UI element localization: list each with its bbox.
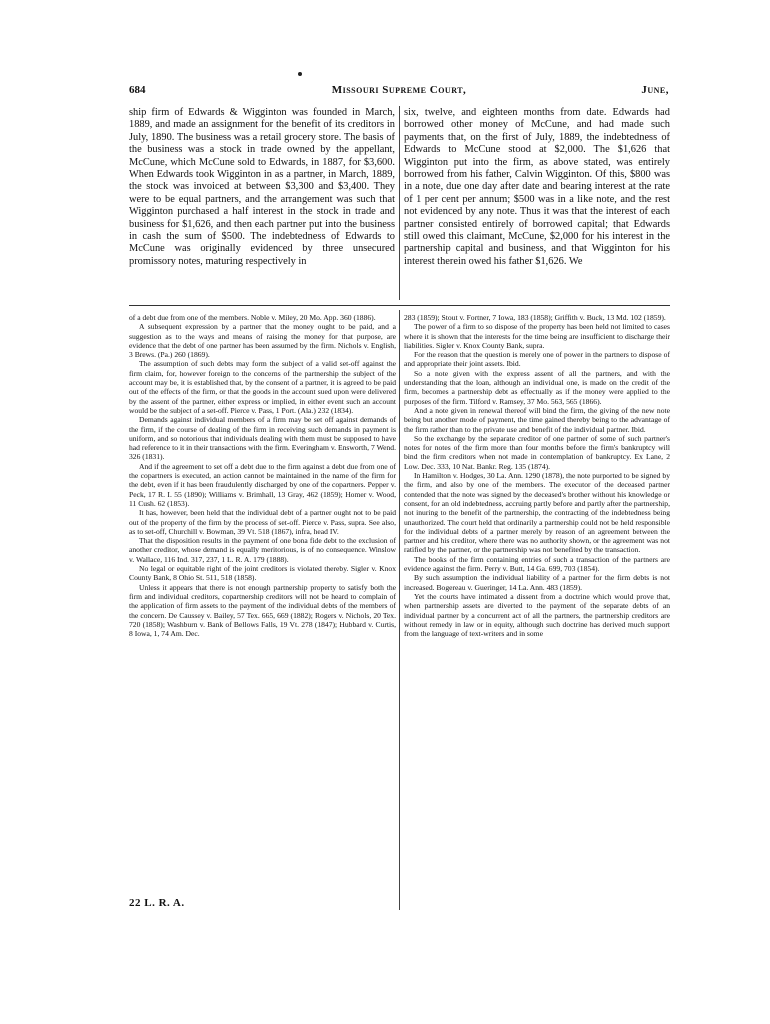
note-paragraph: Unless it appears that there is not enough partnership property to satisfy both the firm and individual creditors, copartnership creditors will not be heard to complain of the application of firm assets to the payment of the individual debts of the members of the concern. De Caussey v. Bailey, 57 Tex. 665, 669 (1882); Rogers v. Nichols, 20 Tex. 720 (1858); Washburn v. Bank of Bellows Falls, 19 Vt. 278 (1847); Hubbard v. Curtis, 8 Iowa, 1, 74 Am. Dec.	[129, 582, 396, 639]
running-header	[129, 84, 669, 98]
note-paragraph: It has, however, been held that the individual debt of a partner ought not to be paid out of the property of the firm by the process of set-off. Pierce v. Pass, supra. See also, as to set-off, Churchill v. Bowman, 39 Vt. 518 (1867), infra, head IV.	[129, 508, 396, 536]
note-paragraph: Yet the courts have intimated a dissent from a doctrine which would prove that, when partnership assets are diverted to the payment of the separate debts of an individual partner by a concurrent act of all the partners, the partnership creditors are without remedy in law or in equity, although such doctrine has derived much support from the language of text-writers and in some	[404, 591, 670, 639]
note-paragraph: So the exchange by the separate creditor of one partner of some of such partner's notes for notes of the firm more than four months before the firm's bankruptcy will bind the firm creditors when not made in contemplation of bankruptcy. Ex Lane, 2 Low. Dec. 333, 10 Nat. Bankr. Reg. 135 (1874).	[404, 433, 670, 471]
note-paragraph: By such assumption the individual liability of a partner for the firm debts is not increased. Bogereau v. Gueringer, 14 La. Ann. 483 (1859).	[404, 573, 670, 592]
note-paragraph: So a note given with the express assent of all the partners, and with the understanding that the loan, although an individual one, is made on the credit of the firm, becomes a partnership debt as effectually as if the money were applied to the purposes of the firm. Tilford v. Ramsey, 37 Mo. 563, 565 (1866).	[404, 368, 670, 406]
note-paragraph: That the disposition results in the payment of one bona fide debt to the exclusion of another creditor, whose demand is equally meritorious, is of no consequence. Winslow v. Wallace, 116 Ind. 317, 237, 1 L. R. A. 179 (1888).	[129, 536, 396, 564]
print-mark	[298, 72, 302, 76]
note-paragraph: No legal or equitable right of the joint creditors is violated thereby. Sigler v. Knox County Bank, 8 Ohio St. 511, 518 (1858).	[129, 564, 396, 583]
page-number: 684	[129, 84, 146, 96]
opinion-column-left	[129, 107, 395, 268]
note-paragraph: And a note given in renewal thereof will bind the firm, the giving of the new note being but another mode of payment, the time gained thereby being to the advantage of the firm rather than to the private use and benefit of the individual partner. Ibid.	[404, 405, 670, 434]
opinion-paragraph: six, twelve, and eighteen months from date. Edwards had borrowed other money of McCune, and had made such payments that, on the first of July, 1889, the indebtedness of Edwards to McCune stood at $2,000. The $1,626 that Wigginton put into the firm, as above stated, was entirely borrowed from his father, Calvin Wigginton. Of this, $800 was in a note, due one day after date and bearing interest at the rate of 1 per cent per annum; $500 was in a like note, and the rest not evidenced by any note. Thus it was that the interest of each partner consisted entirely of borrowed capital; that Edwards still owed this claimant, McCune, $2,000 for his interest in the partnership capital and business, and that Wigginton for his interest therein owed his father $1,626. We	[404, 107, 670, 267]
note-paragraph: The assumption of such debts may form the subject of a valid set-off against the firm claim, for, however foreign to the concerns of the partnership the subject of the account may be, it is established that, by the consent of a partner, it is agreed to be paid out of the effects of the firm, or that the goods in the account sued upon were delivered by the assent of the partner, either express or implied, in either event such an account would be the subject of a set-off. Pierce v. Pass, 1 Port. (Ala.) 232 (1834).	[129, 359, 396, 415]
term-month: June,	[641, 84, 669, 96]
opinion-paragraph: ship firm of Edwards & Wigginton was founded in March, 1889, and made an assignment for the benefit of its creditors in July, 1890. The business was a retail grocery store. The basis of the business was a stock in trade owned by the appellant, McCune, which McCune sold to Edwards, in 1887, for $3,600. When Edwards took Wigginton in as a partner, in March, 1889, the stock was invoiced at between $3,300 and $3,400. They were to be equal partners, and the arrangement was such that Wigginton purchased a half interest in the stock in trade and business for $1,626, and then each partner put into the business in cash the sum of $500. The indebtedness of Edwards to McCune was originally evidenced by three unsecured promissory notes, maturing respectively in	[129, 107, 395, 267]
note-paragraph: In Hamilton v. Hodges, 30 La. Ann. 1290 (1878), the note purported to be signed by the firm, and also by one of the members. The executor of the deceased partner contended that the note was signed by the deceased's brother without his knowledge or consent, for an old indebtedness, accruing partly before and partly after the partnership, not inuring to the benefit of the partnership, the contracting of the indebtedness being unauthorized. The court held that ordinarily a partnership could not be held responsible for the individual debts of a partner merely by reason of an agreement between the partner and his creditor, where there was no authority shown, or the agreement was not ratified by the partner, or the partnership was not benefited by the transaction.	[404, 471, 670, 555]
note-paragraph: of a debt due from one of the members. Noble v. Miley, 20 Mo. App. 360 (1886).	[129, 313, 376, 322]
court-title: Missouri Supreme Court,	[331, 84, 467, 96]
annotation-column-right	[404, 313, 670, 638]
column-rule-notes	[399, 310, 400, 910]
note-paragraph: The power of a firm to so dispose of the property has been held not limited to cases where it is shown that the interests for the time being are insufficient to discharge their liabilities. Sigler v. Knox County Bank, supra.	[404, 322, 670, 350]
note-paragraph: The books of the firm containing entries of such a transaction of the partners are evidence against the firm. Perry v. Butt, 14 Ga. 699, 703 (1854).	[404, 554, 670, 574]
column-rule-top	[399, 106, 400, 300]
note-paragraph: For the reason that the question is merely one of power in the partners to dispose of and appropriate their joint assets. Ibid.	[404, 350, 670, 369]
note-paragraph: And if the agreement to set off a debt due to the firm against a debt due from one of the copartners is executed, an action cannot be maintained in the name of the firm for the debt, even if it has been fraudulently discharged by one of the copartners. Pepper v. Peck, 17 R. I. 55 (1890); Williams v. Brimhall, 13 Gray, 462 (1859); Homer v. Wood, 11 Cush. 62 (1853).	[129, 461, 396, 508]
note-paragraph: 283 (1859); Stout v. Fortner, 7 Iowa, 183 (1858); Griffith v. Buck, 13 Md. 102 (1859).	[404, 313, 666, 322]
note-paragraph: A subsequent expression by a partner that the money ought to be paid, and a suggestion as to the ways and means of raising the money for that purpose, are evidence that the debt of one partner has been assumed by the firm. Nichols v. English, 3 Brews. (Pa.) 260 (1869).	[129, 322, 396, 360]
note-paragraph: Demands against individual members of a firm may be set off against demands of the firm, if the course of dealing of the firm in receiving such demands in payment is uniform, and so notorious that individuals dealing with them must be supposed to have had reference to it in their transactions with the firm. Everingham v. Ensworth, 7 Wend. 326 (1831).	[129, 415, 396, 462]
section-divider	[129, 305, 670, 306]
volume-signature: 22 L. R. A.	[129, 897, 185, 909]
opinion-column-right	[404, 107, 670, 268]
annotation-column-left	[129, 313, 396, 638]
